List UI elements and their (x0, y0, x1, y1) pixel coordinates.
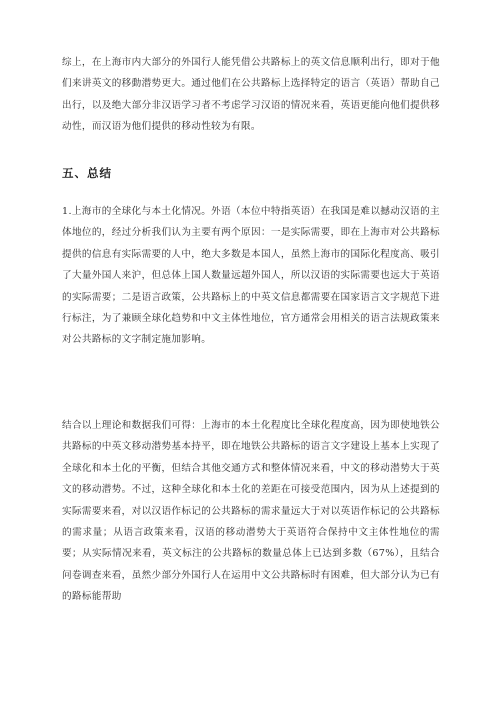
section-heading: 五、总结 (62, 166, 112, 180)
intro-paragraph: 综上，在上海市内大部分的外国行人能凭借公共路标上的英文信息顺利出行，即对于他们来讲英文的移動潜势更大。通过他们在公共路标上选择特定的语言（英语）帮助自己出行，以及绝大部分非汉语学习者不考虑学习汉语的情况来看，英语更能向他们提供移动性，而汉语为他们提供的移动性较为有限。 (62, 57, 440, 133)
summary-paragraph-1: 1.上海市的全球化与本土化情况。外语（本位中特指英语）在我国是难以撼动汉语的主体地位的，经过分析我们认为主要有两个原因：一是实际需要，即在上海市对公共路标提供的信息有实际需要的人中，绝大多数是本国人，虽然上海市的国际化程度高、吸引了大量外国人来沪，但总体上国人数量远超外国人，所以汉语的实际需要也远大于英语的实际需要；二是语言政策，公共路标上的中英文信息都需要在国家语言文字规范下进行标注，为了兼顾全球化趋势和中文主体性地位，官方通常会用相关的语言法规政策来对公共路标的文字制定施加影响。 (62, 206, 440, 346)
summary-paragraph-2: 结合以上理论和数据我们可得：上海市的本土化程度比全球化程度高，因为即使地铁公共路标的中英文移动潜势基本持平，即在地铁公共路标的语言文字建设上基本上实现了全球化和本土化的平衡，但结合其他交通方式和整体情况来看，中文的移动潜势大于英文的移动潜势。不过，这种全球化和本土化的差距在可接受范围内，因为从上述提到的实际需要来看，对以汉语作标记的公共路标的需求量远大于对以英语作标记的公共路标的需求量；从语言政策来看，汉语的移动潜势大于英语符合保持中文主体性地位的需要；从实际情况来看，英文标注的公共路标的数量总体上已达到多数（67%），且结合问卷调查来看，虽然少部分外国行人在运用中文公共路标时有困难，但大部分认为已有的路标能帮助 (62, 420, 440, 603)
